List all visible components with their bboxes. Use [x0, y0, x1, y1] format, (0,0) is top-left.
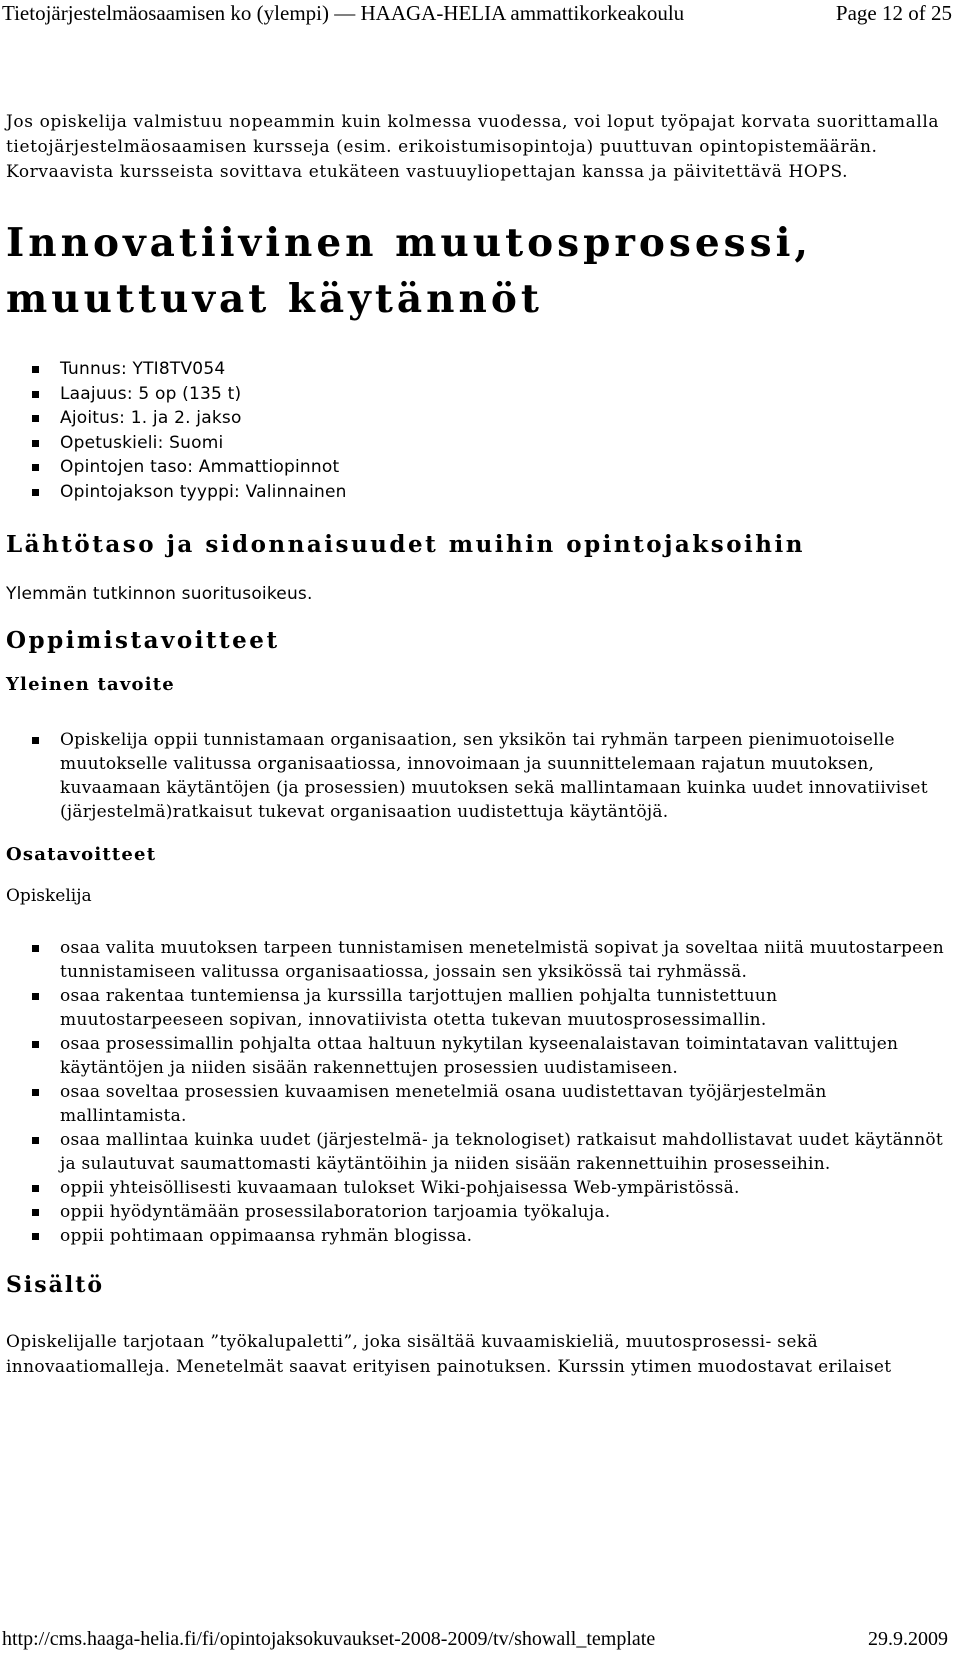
list-item: oppii yhteisöllisesti kuvaamaan tulokset Wiki-pohjaisessa Web-ympäristössä.: [6, 1176, 946, 1200]
course-facts-list: [6, 357, 946, 504]
course-title: Innovatiivinen muutosprosessi, muuttuvat käytännöt: [6, 220, 812, 322]
partial-objectives-heading: Osatavoitteet: [6, 844, 157, 865]
objectives-heading: Oppimistavoitteet: [6, 627, 280, 654]
list-item: oppii hyödyntämään prosessilaboratorion tarjoamia työkaluja.: [6, 1200, 946, 1224]
page-footer: [0, 1626, 960, 1654]
footer-url: http://cms.haaga-helia.fi/fi/opintojaksokuvaukset-2008-2009/tv/showall_template: [2, 1628, 656, 1650]
list-item: Opiskelija oppii tunnistamaan organisaation, sen yksikön tai ryhmän tarpeen pienimuotoiselle muutokselle valitussa organisaatiossa, innovoimaan ja suunnittelemaan rajatun muutoksen, kuvaamaan käytäntöjen (ja prosessien) muutoksen sekä mallintamaan kuinka uudet innovatiiviset (järjestelmä)ratkaisut tukevat organisaation uudistettuja käytäntöjä.: [6, 728, 946, 824]
fact-timing: Ajoitus: 1. ja 2. jakso: [6, 406, 946, 431]
content-paragraph: Opiskelijalle tarjotaan ”työkalupaletti”, joka sisältää kuvaamiskieliä, muutosprosessi- sekä innovaatiomalleja. Menetelmät saavat erityisen painotuksen. Kurssin ytimen muodostavat erilaiset: [6, 1332, 892, 1377]
list-item: osaa prosessimallin pohjalta ottaa haltuun nykytilan kyseenalaistavan toimintatavan valittujen käytäntöjen ja niiden sisään rakennettujen prosessien uudistamiseen.: [6, 1032, 946, 1080]
prerequisites-text: Ylemmän tutkinnon suoritusoikeus.: [6, 584, 313, 604]
list-item: osaa mallintaa kuinka uudet (järjestelmä- ja teknologiset) ratkaisut mahdollistavat uudet käytännöt ja sulautuvat saumattomasti käytäntöihin ja niiden sisään rakennettuihin prosesseihin.: [6, 1128, 946, 1176]
list-item: oppii pohtimaan oppimaansa ryhmän blogissa.: [6, 1224, 946, 1248]
general-objective-heading: Yleinen tavoite: [6, 674, 175, 695]
list-item: osaa rakentaa tuntemiensa ja kurssilla tarjottujen mallien pohjalta tunnistettuun muutostarpeeseen sopivan, innovatiivista otetta tukevan muutosprosessimallin.: [6, 984, 946, 1032]
list-item: osaa soveltaa prosessien kuvaamisen menetelmiä osana uudistettavan työjärjestelmän mallintamista.: [6, 1080, 946, 1128]
fact-code: Tunnus: YTI8TV054: [6, 357, 946, 382]
list-item: osaa valita muutoksen tarpeen tunnistamisen menetelmistä sopivat ja soveltaa niitä muutostarpeen tunnistamiseen valitussa organisaatiossa, jossain sen yksikössä tai ryhmässä.: [6, 936, 946, 984]
fact-language: Opetuskieli: Suomi: [6, 431, 946, 456]
page-number: Page 12 of 25: [835, 1, 952, 25]
footer-date: 29.9.2009: [868, 1628, 948, 1650]
fact-level: Opintojen taso: Ammattiopinnot: [6, 455, 946, 480]
page-content: [6, 110, 946, 1380]
content-heading: Sisältö: [6, 1272, 105, 1298]
intro-paragraph: Jos opiskelija valmistuu nopeammin kuin kolmessa vuodessa, voi loput työpajat korvata suorittamalla tietojärjestelmäosaamisen kursseja (esim. erikoistumisopintoja) puuttuvan opintopistemäärän. Korvaavista kursseista sovittava etukäteen vastuuyliopettajan kanssa ja päivitettävä HOPS.: [6, 112, 940, 182]
general-objective-list: [6, 728, 946, 824]
fact-type: Opintojakson tyyppi: Valinnainen: [6, 480, 946, 505]
objectives-subject: Opiskelija: [6, 886, 92, 906]
page-header: [0, 0, 960, 30]
prerequisites-heading: Lähtötaso ja sidonnaisuudet muihin opintojaksoihin: [6, 531, 805, 558]
fact-scope: Laajuus: 5 op (135 t): [6, 382, 946, 407]
partial-objectives-list: [6, 936, 946, 1248]
document-title: Tietojärjestelmäosaamisen ko (ylempi) — HAAGA-HELIA ammattikorkeakoulu: [2, 1, 685, 25]
